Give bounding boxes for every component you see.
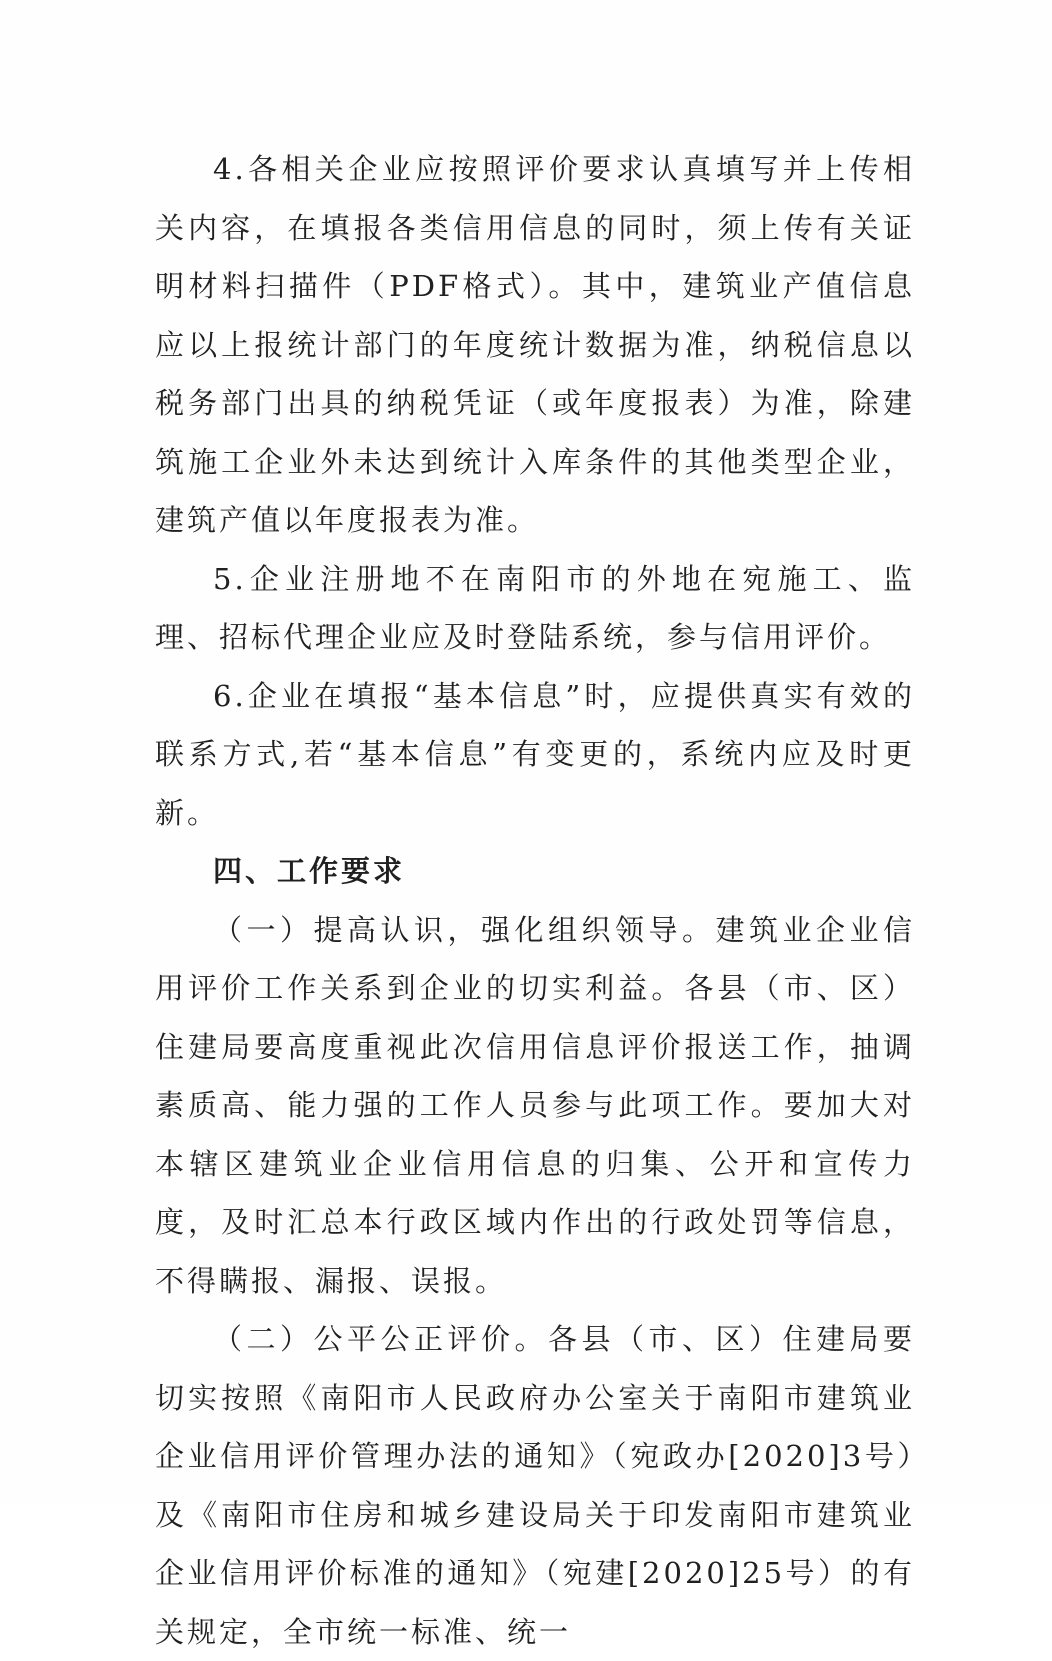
section-heading-work-requirements: 四、工作要求 xyxy=(213,854,406,888)
paragraph-item-5: 5.企业注册地不在南阳市的外地在宛施工、监理、招标代理企业应及时登陆系统，参与信用评价。 xyxy=(155,561,915,654)
paragraph-item-4: 4.各相关企业应按照评价要求认真填写并上传相关内容，在填报各类信用信息的同时，须上传有关证明材料扫描件（PDF格式）。其中，建筑业产值信息应以上报统计部门的年度统计数据为准，纳税信息以税务部门出具的纳税凭证（或年度报表）为准，除建筑施工企业外未达到统计入库条件的其他类型企业，建筑产值以年度报表为准。 xyxy=(155,152,915,537)
paragraph-requirement-2: （二）公平公正评价。各县（市、区）住建局要切实按照《南阳市人民政府办公室关于南阳市建筑业企业信用评价管理办法的通知》（宛政办[2020]3号）及《南阳市住房和城乡建设局关于印发南阳市建筑业企业信用评价标准的通知》（宛建[2020]25号）的有关规定，全市统一标准、统一 xyxy=(155,1322,915,1649)
paragraph-item-6: 6.企业在填报“基本信息”时，应提供真实有效的联系方式,若“基本信息”有变更的，系统内应及时更新。 xyxy=(155,678,915,830)
document-body xyxy=(155,140,915,1661)
paragraph-requirement-1: （一）提高认识，强化组织领导。建筑业企业信用评价工作关系到企业的切实利益。各县（市、区）住建局要高度重视此次信用信息评价报送工作，抽调素质高、能力强的工作人员参与此项工作。要加大对本辖区建筑业企业信用信息的归集、公开和宣传力度，及时汇总本行政区域内作出的行政处罚等信息，不得瞒报、漏报、误报。 xyxy=(155,912,915,1298)
